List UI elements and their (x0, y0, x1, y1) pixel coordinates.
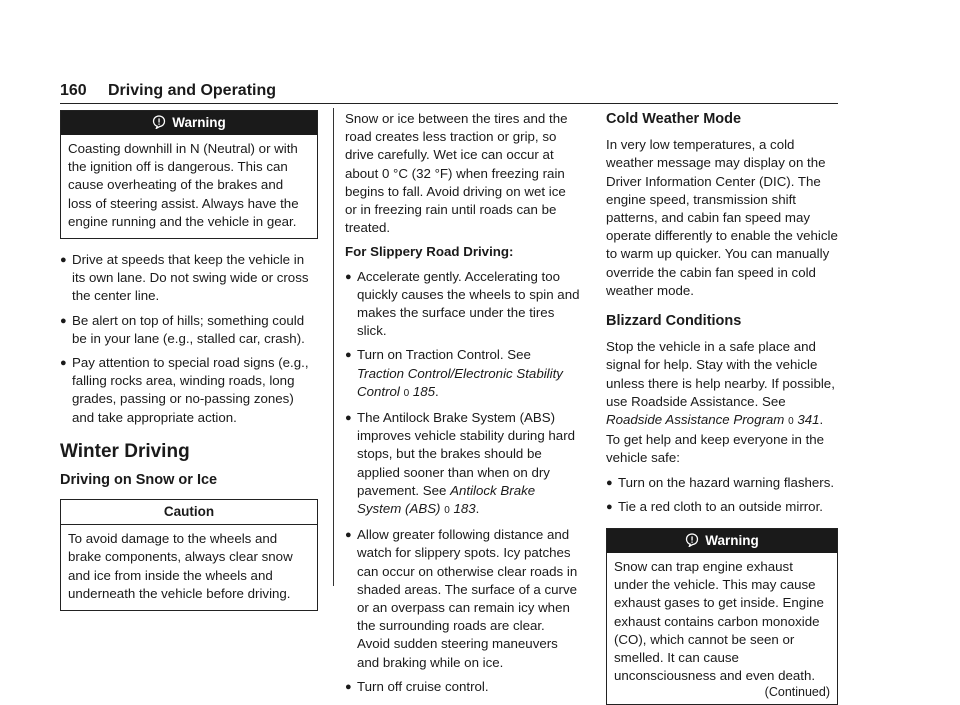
blizzard-text: Stop the vehicle in a safe place and signal for help. Stay with the vehicle unless there is help nearby. If possible, use Roadside Assistance. See Roadside Assistance Program 0 341. To get help and keep everyone in the vehicle safe: (606, 339, 835, 466)
warning-title: Warning (172, 115, 226, 130)
blizzard-list (606, 474, 838, 516)
roadside-assistance-link[interactable]: Roadside Assistance Program (606, 412, 785, 428)
bullet-icon: ● (60, 357, 67, 370)
traction-control-link[interactable]: Traction Control/Electronic Stability Control (357, 365, 563, 399)
list-item: ● Turn off cruise control. (345, 678, 580, 696)
bullet-icon: ● (60, 314, 67, 327)
blizzard-heading: Blizzard Conditions (606, 313, 742, 330)
bullet-icon: ● (345, 529, 352, 542)
bullet-icon: ● (345, 349, 352, 362)
column-right (606, 110, 838, 705)
cold-weather-heading: Cold Weather Mode (606, 111, 742, 127)
page-ref[interactable]: 183 (453, 501, 476, 517)
continued-label: (Continued) (764, 685, 830, 700)
warning-icon (152, 115, 166, 129)
warning-box-header (607, 529, 837, 553)
list-item: ● Accelerate gently. Accelerating too quickly causes the wheels to spin and makes the surface under the tires slick. (345, 268, 580, 339)
caution-text: To avoid damage to the wheels and brake components, always clear snow and ice from inside the wheels and underneath the vehicle before driving. (68, 531, 293, 601)
list-item: ● Drive at speeds that keep the vehicle in its own lane. Do not swing wide or cross the center line. (60, 252, 309, 304)
bullet-icon: ● (345, 412, 352, 425)
warning-title: Warning (705, 533, 759, 549)
warning-text: Coasting downhill in N (Neutral) or with the ignition off is dangerous. This can cause overheating of the brakes and loss of steering assist. Always have the engine running and the vehicle in gear. (68, 141, 299, 229)
list-item: ● Turn on Traction Control. See Traction Control/Electronic Stability Control 0 185. (345, 347, 563, 399)
column-divider (333, 108, 334, 586)
slippery-road-list (345, 268, 580, 696)
slippery-road-label: For Slippery Road Driving: (345, 244, 514, 260)
page-header (60, 82, 838, 104)
page-ref-icon: 0 (444, 505, 450, 517)
warning-text: Snow can trap engine exhaust under the vehicle. This may cause exhaust gases to get inside. Engine exhaust contains carbon monoxide (CO), which cannot be seen or smelled. It can cause unconsciousness and even death. (614, 559, 824, 684)
list-item: ● Allow greater following distance and watch for slippery spots. Icy patches can occur on otherwise clear roads in shaded areas. The surface of a curve or an overpass can remain icy when the surrounding roads are clear. Avoid sudden steering maneuvers and braking while on ice. (345, 527, 578, 670)
list-item: ● Tie a red cloth to an outside mirror. (606, 498, 838, 516)
header-rule (60, 103, 838, 104)
bullet-icon: ● (606, 500, 613, 513)
abs-link[interactable]: Antilock Brake System (ABS) (357, 482, 536, 517)
bullet-icon: ● (345, 680, 352, 693)
warning-icon (685, 533, 699, 547)
section-title: Driving and Operating (108, 82, 277, 99)
column-middle (345, 110, 580, 702)
list-item: ● Turn on the hazard warning flashers. (606, 474, 838, 492)
snow-ice-heading: Driving on Snow or Ice (60, 472, 218, 489)
column-left (60, 110, 318, 611)
page-ref[interactable]: 185 (412, 383, 436, 399)
list-item: ● Be alert on top of hills; something could be in your lane (e.g., stalled car, crash). (60, 312, 305, 346)
warning-box (60, 110, 318, 239)
warning-box-header (61, 111, 317, 135)
bullet-icon: ● (345, 270, 352, 283)
bullet-icon: ● (60, 254, 67, 267)
page-ref-icon: 0 (403, 387, 410, 399)
page-ref[interactable]: 341 (797, 412, 820, 428)
snow-ice-intro: Snow or ice between the tires and the road creates less traction or grip, so drive carefully. Wet ice can occur at about 0 °C (32 °F) when freezing rain begins to fall. Avoid driving on wet ice or in freezing rain until roads can be treated. (345, 111, 568, 236)
driving-tips-list (60, 251, 318, 427)
winter-driving-heading: Winter Driving (60, 440, 190, 462)
caution-title: Caution (61, 500, 317, 525)
page-number: 160 (60, 82, 87, 99)
cold-weather-text: In very low temperatures, a cold weather message may display on the Driver Information Center (DIC). The engine speed, transmission shift patterns, and cabin fan speed may operate differently to enable the vehicle to warm up quicker. You can manually override the cabin fan speed in cold weather mode. (606, 137, 838, 298)
bullet-icon: ● (606, 476, 613, 489)
page-ref-icon: 0 (788, 416, 794, 428)
caution-box (60, 499, 318, 611)
list-item: ● Pay attention to special road signs (e.g., falling rocks area, winding roads, long grades, passing or no-passing zones) and take appropriate action. (60, 355, 309, 425)
list-item: ● The Antilock Brake System (ABS) improves vehicle stability during hard stops, but the brakes should be applied sooner than when on dry pavement. See Antilock Brake System (ABS) 0 183. (345, 410, 576, 517)
warning-box (606, 528, 838, 705)
